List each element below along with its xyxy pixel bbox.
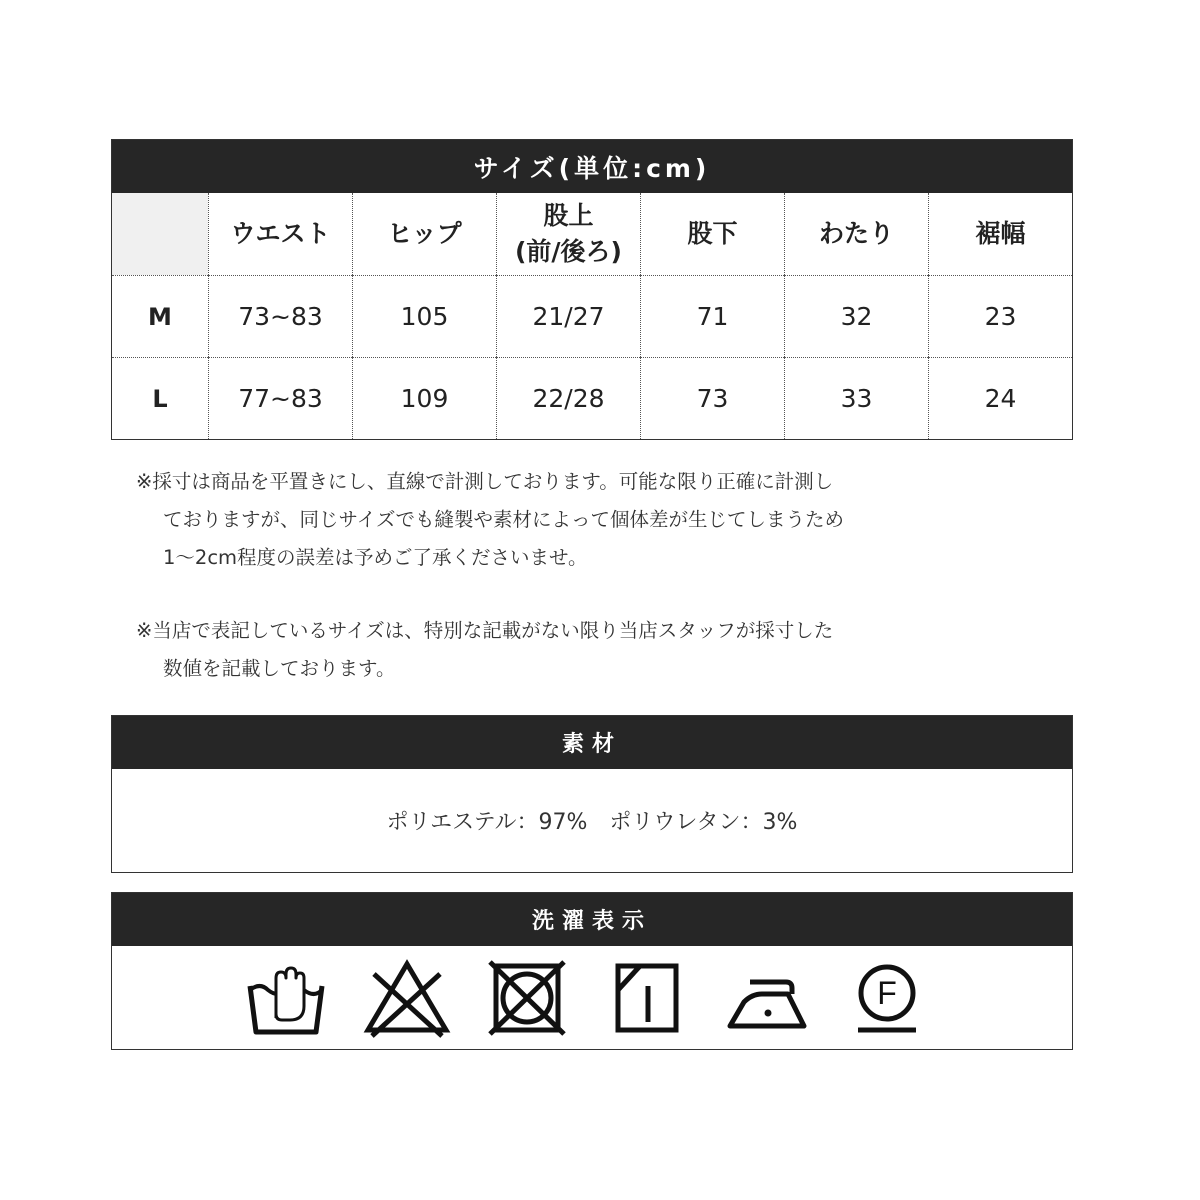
no-bleach-icon: [362, 958, 452, 1038]
material-section: [111, 715, 1073, 873]
line-dry-icon: [602, 958, 692, 1038]
table-cell: 77~83: [208, 357, 352, 439]
dry-clean-f-icon: [842, 958, 932, 1038]
table-cell: 24: [928, 357, 1072, 439]
table-cell: 33: [784, 357, 928, 439]
size-table: [111, 139, 1073, 440]
table-cell: 71: [640, 275, 784, 357]
table-cell: 21/27: [496, 275, 640, 357]
header-corner-cell: [112, 193, 208, 275]
note-line: ※当店で表記しているサイズは、特別な記載がない限り当店スタッフが採寸した: [136, 619, 834, 642]
note-line: ※採寸は商品を平置きにし、直線で計測しております。可能な限り正確に計測し: [136, 470, 834, 493]
measurement-note: [136, 463, 986, 577]
header-rise: 股上 (前/後ろ): [496, 193, 640, 275]
hand-wash-icon: [242, 958, 332, 1038]
material-composition: ポリエステル：97% ポリウレタン：3%: [386, 810, 798, 835]
size-table-header-row: [112, 193, 1072, 275]
no-tumble-dry-icon: [482, 958, 572, 1038]
header-hem-width: 裾幅: [928, 193, 1072, 275]
note-line: 数値を記載しております。: [163, 657, 396, 680]
table-cell: 73: [640, 357, 784, 439]
header-thigh: わたり: [784, 193, 928, 275]
table-cell: 23: [928, 275, 1072, 357]
table-cell: 32: [784, 275, 928, 357]
care-section: [111, 892, 1073, 1050]
size-table-row-m: [112, 275, 1072, 357]
size-table-title: サイズ(単位:cm): [112, 140, 1072, 193]
row-size-label: L: [112, 357, 208, 439]
note-line: ておりますが、同じサイズでも縫製や素材によって個体差が生じてしまうため: [163, 508, 844, 531]
material-title: 素材: [112, 716, 1072, 769]
size-table-row-l: [112, 357, 1072, 439]
table-cell: 105: [352, 275, 496, 357]
header-waist: ウエスト: [208, 193, 352, 275]
header-inseam: 股下: [640, 193, 784, 275]
size-source-note: [136, 612, 986, 688]
table-cell: 22/28: [496, 357, 640, 439]
iron-low-icon: [722, 958, 812, 1038]
header-hip: ヒップ: [352, 193, 496, 275]
row-size-label: M: [112, 275, 208, 357]
table-cell: 109: [352, 357, 496, 439]
care-icons-row: [112, 946, 1072, 1049]
table-cell: 73~83: [208, 275, 352, 357]
note-line: 1〜2cm程度の誤差は予めご了承くださいませ。: [163, 546, 588, 569]
care-title: 洗濯表示: [112, 893, 1072, 946]
dry-clean-letter: F: [877, 975, 897, 1011]
